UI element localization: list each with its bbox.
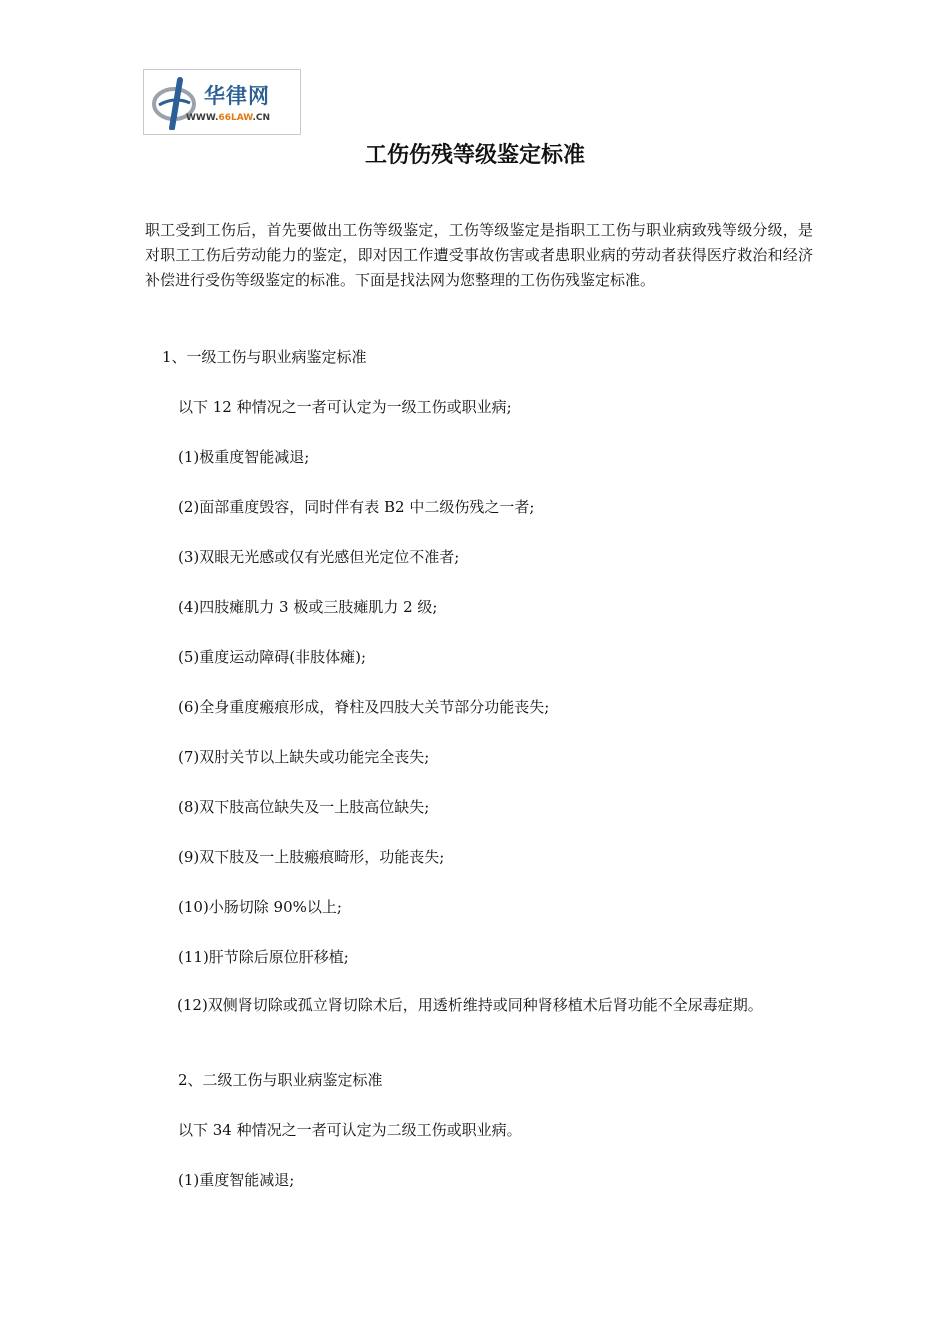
section-2-heading: 2、二级工伤与职业病鉴定标准 [178,1071,383,1089]
list-item: (2)面部重度毁容，同时伴有表 B2 中二级伤残之一者; [178,498,535,516]
logo-url-suffix: .CN [252,113,271,123]
list-item: (1)极重度智能减退; [178,448,310,466]
list-item: (10)小肠切除 90%以上; [178,898,342,916]
list-item: (12)双侧肾切除或孤立肾切除术后，用透析维持或同种肾移植术后肾功能不全尿毒症期。 [177,996,763,1014]
section-1-heading: 1、一级工伤与职业病鉴定标准 [162,348,367,366]
section-2-lead: 以下 34 种情况之一者可认定为二级工伤或职业病。 [178,1121,522,1139]
logo-name: 华律网 [204,84,270,108]
list-item: (1)重度智能减退; [178,1171,295,1189]
list-item: (7)双肘关节以上缺失或功能完全丧失; [178,748,430,766]
section-1-lead: 以下 12 种情况之一者可认定为一级工伤或职业病; [178,398,512,416]
list-item: (6)全身重度瘢痕形成，脊柱及四肢大关节部分功能丧失; [178,698,550,716]
intro-paragraph: 职工受到工伤后，首先要做出工伤等级鉴定，工伤等级鉴定是指职工工伤与职业病致残等级分级，是对职工工伤后劳动能力的鉴定，即对因工作遭受事故伤害或者患职业病的劳动者获得医疗救治和经济补偿进行受伤等级鉴定的标准。下面是找法网为您整理的工伤伤残鉴定标准。 [145,221,813,289]
list-item: (8)双下肢高位缺失及一上肢高位缺失; [178,798,430,816]
list-item: (9)双下肢及一上肢瘢痕畸形，功能丧失; [178,848,445,866]
list-item: (5)重度运动障碍(非肢体瘫); [178,648,367,666]
logo-url-accent: 66LAW [218,113,253,123]
logo-url [186,113,270,123]
logo-url-prefix: WWW. [186,113,219,123]
list-item: (4)四肢瘫肌力 3 极或三肢瘫肌力 2 级; [178,598,438,616]
document-title: 工伤伤残等级鉴定标准 [364,143,585,168]
list-item: (3)双眼无光感或仅有光感但光定位不准者; [178,548,460,566]
site-logo [143,69,301,135]
list-item: (11)肝节除后原位肝移植; [178,948,349,966]
